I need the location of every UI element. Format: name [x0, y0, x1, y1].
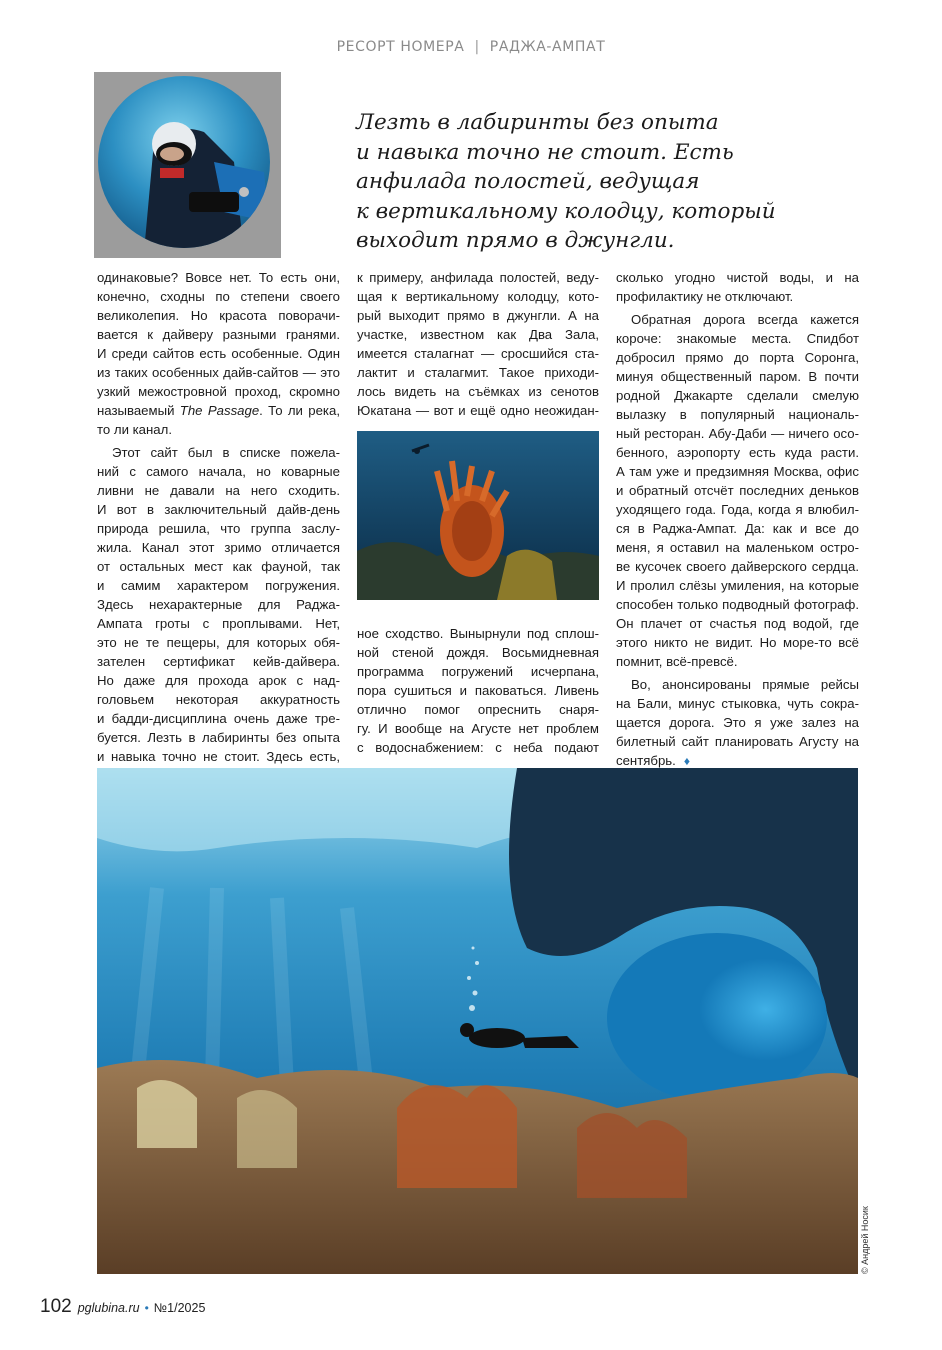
- text-line: бенного, аэропорту есть куда расти.: [616, 445, 859, 460]
- page-number: 102: [40, 1296, 72, 1317]
- text-line: лактит и сталагмит. Такое приходи-: [357, 365, 599, 380]
- text-line: имеется сталагнат — сросшийся ста-: [357, 346, 599, 361]
- cave-arch-photo: [97, 768, 858, 1274]
- text-line: из таких особенных дайв-сайтов — это: [97, 365, 340, 380]
- text-line: ний с самого начала, но коварные: [97, 464, 340, 479]
- text-fragment: называемый: [97, 403, 175, 418]
- article-column-3: [616, 268, 859, 771]
- text-fragment: сентябрь.: [616, 753, 676, 768]
- text-line: это не те пещеры, для которых обя-: [97, 635, 340, 650]
- text-line: от остальных мест как фауной, так: [97, 559, 340, 574]
- text-line: короче: знакомые места. Спидбот: [616, 331, 859, 346]
- text-line: Но даже для прохода арок с над-: [97, 673, 340, 688]
- crinoid-photo: [357, 431, 599, 600]
- text-line: помнит, всё-превсё.: [616, 654, 738, 669]
- text-line: рый выходит прямо в джунгли. А на: [357, 308, 599, 323]
- text-line: минуя общественный паром. В почти: [616, 369, 859, 384]
- text-line: одинаковые? Вовсе нет. То есть они,: [97, 270, 340, 285]
- text-line: зателен сертификат кейв-дайвера.: [97, 654, 340, 669]
- text-line: великолепия. Но красота поворачи-: [97, 308, 340, 323]
- pull-quote-line: к вертикальному колодцу, который: [356, 198, 776, 224]
- text-line: способен только подводный фотограф.: [616, 597, 859, 612]
- header-separator: |: [474, 39, 480, 55]
- photo-credit: © Андрей Носик: [860, 1206, 870, 1274]
- text-line: щается дорога. Это я уже залез на: [616, 715, 859, 730]
- text-line: И вот в заключительный дайв-день: [97, 502, 340, 517]
- text-line: ливни не давали на него сходить.: [97, 483, 340, 498]
- text-line: профилактику не отключают.: [616, 289, 794, 304]
- text-line: ве кусочек своего дайверского сердца.: [616, 559, 859, 574]
- text-line: то ли канал.: [97, 422, 172, 437]
- text-line: вается к дайверу разными гранями.: [97, 327, 340, 342]
- text-line: пора сушиться и паковаться. Ливень: [357, 683, 599, 698]
- text-line: Этот сайт был в списке пожела-: [112, 445, 340, 460]
- text-line: и обратный отсчёт последних деньков: [616, 483, 859, 498]
- text-line: уходящего года. Года, когда я влюбил-: [616, 502, 859, 517]
- pull-quote-line: Лезть в лабиринты без опыта: [356, 110, 719, 135]
- site-name: pglubina.ru: [77, 1301, 140, 1315]
- text-line: А там уже и предзимняя Москва, офис: [616, 464, 859, 479]
- text-line: и самим характером погружения.: [97, 578, 340, 593]
- text-line: Во, анонсированы прямые рейсы: [631, 677, 859, 692]
- text-line: жила. Канал этот зримо отличается: [97, 540, 340, 555]
- text-line: с водоснабжением: с неба подают: [357, 740, 599, 755]
- text-line: ной стеной дождя. Восьмидневная: [357, 645, 599, 660]
- section-title: РЕСОРТ НОМЕРА: [336, 39, 465, 55]
- text-line: И среди сайтов есть особенные. Один: [97, 346, 340, 361]
- text-line: Здесь нехарактерные для Раджа-: [97, 597, 340, 612]
- text-line: на Бали, минус стыковка, чуть сокра-: [616, 696, 859, 711]
- text-line: И пролил слёзы умиления, на которые: [616, 578, 859, 593]
- end-of-article-mark: ♦: [683, 754, 690, 768]
- text-line: родной Джакарте сделали смелую: [616, 388, 859, 403]
- text-line: ное сходство. Вынырнули под сплош-: [357, 626, 599, 641]
- text-line: [97, 401, 340, 420]
- text-line: и навыка точно не стоит. Здесь есть,: [97, 749, 340, 764]
- text-line: щая к вертикальному колодцу, кото-: [357, 289, 599, 304]
- text-line: Юкатана — вот и ещё одно неожидан-: [357, 403, 599, 418]
- text-line: билетный сайт планировать Агусту на: [616, 734, 859, 749]
- text-line: ся в Раджа-Ампат. Да: как и все до: [616, 521, 859, 536]
- text-line: и бадди-дисциплина очень даже тре-: [97, 711, 340, 726]
- pull-quote-line: анфилада полостей, ведущая: [356, 169, 700, 194]
- pull-quote: [356, 108, 876, 256]
- text-line: меня, я оставил на маленьком остро-: [616, 540, 859, 555]
- text-line: гу. И вообще на Агусте нет проблем: [357, 721, 599, 736]
- running-header: [0, 39, 942, 55]
- text-line: к примеру, анфилада полостей, веду-: [357, 270, 599, 285]
- article-column-2-top: [357, 268, 599, 420]
- text-line: участке, известном как Два Зала,: [357, 327, 599, 342]
- text-line: головьем некоторая аккуратность: [97, 692, 340, 707]
- text-line: ный ресторан. Абу-Даби — ничего осо-: [616, 426, 859, 441]
- page-footer: [40, 1296, 205, 1318]
- site-name: The Passage: [179, 403, 260, 418]
- text-line: программа погружений исчерпана,: [357, 664, 599, 679]
- text-line: природа решила, что группа заслу-: [97, 521, 340, 536]
- article-column-2-bottom: [357, 624, 599, 757]
- text-line: этого никто не видит. Но море-то всё: [616, 635, 859, 650]
- text-line: сколько угодно чистой воды, и на: [616, 270, 859, 285]
- pull-quote-line: и навыка точно не стоит. Есть: [356, 139, 734, 165]
- text-line: Обратная дорога всегда кажется: [631, 312, 859, 327]
- topic-title: РАДЖА-АМПАТ: [489, 39, 606, 55]
- text-line: Ампата гроты с проплывами. Нет,: [97, 616, 340, 631]
- pull-quote-line: выходит прямо в джунгли.: [356, 228, 675, 253]
- text-line: Он плачет от счастья под водой, где: [616, 616, 859, 631]
- footer-dot: •: [144, 1301, 149, 1315]
- text-line: лось видеть на съёмках из сенотов: [357, 384, 599, 399]
- text-line: добросил прямо до порта Соронга,: [616, 350, 859, 365]
- text-fragment: . То ли река,: [259, 403, 340, 418]
- text-line: конечно, сходны по степени своего: [97, 289, 340, 304]
- issue-number: №1/2025: [153, 1301, 206, 1315]
- text-line: узкий межостровной проход, скромно: [97, 384, 340, 399]
- text-line: вылазку в популярный националь-: [616, 407, 859, 422]
- text-line: отлично помог опреснить снаря-: [357, 702, 599, 717]
- diver-portrait: [94, 72, 281, 258]
- text-line: буется. Лезть в лабиринты без опыта: [97, 730, 340, 745]
- article-column-1: [97, 268, 340, 766]
